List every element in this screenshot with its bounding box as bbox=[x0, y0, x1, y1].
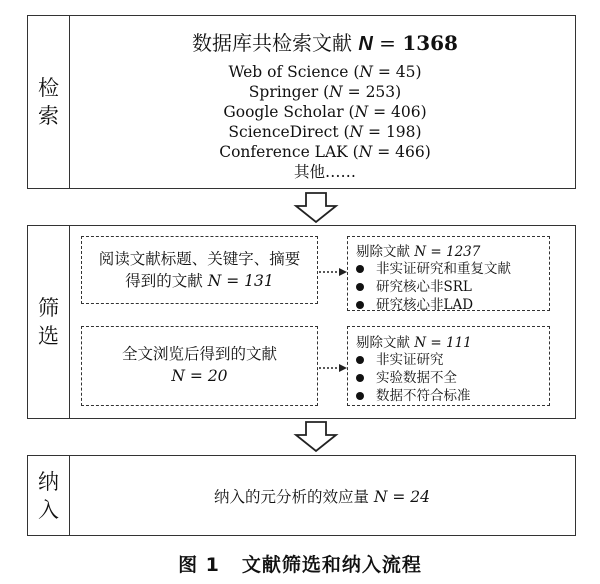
include-label-char-2: 入 bbox=[38, 497, 59, 522]
source-n: N bbox=[359, 63, 373, 81]
bullet-icon bbox=[356, 283, 364, 291]
source-n: N bbox=[358, 143, 373, 161]
search-total-eq: = bbox=[372, 31, 403, 55]
search-label-char-2: 索 bbox=[38, 104, 59, 128]
screen-step2-n: N bbox=[171, 367, 185, 385]
screen-step1-line2 bbox=[82, 270, 317, 292]
search-label-char-1: 检 bbox=[38, 76, 59, 100]
figure-number: 图 1 bbox=[178, 554, 220, 576]
figure-title: 文献筛选和纳入流程 bbox=[241, 554, 422, 576]
exclusion2-item bbox=[356, 387, 549, 405]
exclusion2-item bbox=[356, 351, 549, 369]
screen-step2-line1: 全文浏览后得到的文献 bbox=[121, 345, 277, 363]
search-total bbox=[80, 27, 570, 56]
bullet-icon bbox=[356, 356, 364, 364]
screen-step1-line1: 阅读文献标题、关键字、摘要 bbox=[98, 250, 301, 268]
source-value: = 198) bbox=[363, 123, 422, 141]
dotted-arrow-1-icon bbox=[318, 266, 348, 278]
exclusion1-title bbox=[356, 240, 549, 260]
source-value: = 466) bbox=[372, 143, 431, 161]
exclusion2-title bbox=[356, 331, 549, 351]
screen-stage-label bbox=[28, 226, 70, 418]
exclusion1-n: N bbox=[414, 244, 427, 260]
dotted-arrow-2-icon bbox=[318, 362, 348, 374]
exclusion2-prefix: 剔除文献 bbox=[356, 335, 415, 351]
search-total-n: N bbox=[358, 33, 373, 55]
screen-step1-n: N bbox=[207, 272, 222, 290]
exclusion1-item bbox=[356, 278, 549, 296]
include-n: N bbox=[373, 488, 388, 506]
screen-step1-value: = 131 bbox=[221, 272, 274, 290]
source-google-scholar: Google Scholar (N = 406) bbox=[223, 103, 427, 121]
source-n: N bbox=[354, 103, 369, 121]
source-name: Web of Science bbox=[228, 63, 349, 81]
exclusion2-n: N bbox=[414, 335, 427, 351]
source-name: Conference LAK bbox=[219, 143, 348, 161]
exclusion2-item-text: 数据不符合标准 bbox=[376, 388, 471, 404]
screen-label-char-2: 选 bbox=[38, 324, 59, 348]
exclusion1-item bbox=[356, 296, 549, 314]
source-name: ScienceDirect bbox=[228, 123, 339, 141]
exclusion2-list bbox=[356, 351, 549, 405]
exclusion2-item bbox=[356, 369, 549, 387]
source-n: N bbox=[329, 83, 343, 101]
exclusion2-box bbox=[347, 326, 550, 406]
source-springer: Springer (N = 253) bbox=[248, 83, 402, 101]
exclusion2-item-text: 非实证研究 bbox=[376, 352, 444, 368]
screen-label-char-1: 筛 bbox=[38, 296, 59, 320]
bullet-icon bbox=[356, 374, 364, 382]
source-value: = 406) bbox=[368, 103, 427, 121]
exclusion1-item-text: 研究核心非LAD bbox=[376, 297, 474, 313]
exclusion1-value: = 1237 bbox=[426, 244, 481, 260]
include-text bbox=[72, 485, 572, 507]
exclusion2-item-text: 实验数据不全 bbox=[376, 370, 457, 386]
exclusion1-item bbox=[356, 260, 549, 278]
down-arrow-2-icon bbox=[294, 421, 338, 453]
source-name: Google Scholar bbox=[223, 103, 344, 121]
source-name: Springer bbox=[248, 83, 319, 101]
search-stage-label bbox=[28, 16, 70, 188]
exclusion1-list bbox=[356, 260, 549, 314]
screen-step2-box bbox=[81, 326, 318, 406]
source-sciencedirect: ScienceDirect (N = 198) bbox=[228, 123, 422, 141]
exclusion1-box bbox=[347, 236, 550, 311]
bullet-icon bbox=[356, 301, 364, 309]
screen-step2-text bbox=[82, 327, 317, 387]
screen-step2-line2 bbox=[82, 365, 317, 387]
include-value: = 24 bbox=[387, 488, 431, 506]
source-other: 其他…… bbox=[293, 163, 356, 181]
exclusion1-item-text: 研究核心非SRL bbox=[376, 279, 472, 295]
exclusion2-value: = 111 bbox=[426, 335, 472, 351]
include-prefix: 纳入的元分析的效应量 bbox=[213, 488, 374, 506]
search-total-prefix: 数据库共检索文献 bbox=[192, 31, 353, 55]
source-n: N bbox=[349, 123, 364, 141]
include-stage-label bbox=[28, 456, 70, 535]
screen-step2-value: = 20 bbox=[184, 367, 228, 385]
source-conference-lak: Conference LAK (N = 466) bbox=[219, 143, 431, 161]
source-value: = 45) bbox=[372, 63, 422, 81]
down-arrow-1-icon bbox=[294, 192, 338, 224]
include-label-char-1: 纳 bbox=[38, 469, 59, 494]
search-sources bbox=[80, 62, 570, 182]
source-value: = 253) bbox=[342, 83, 402, 101]
source-web-of-science: Web of Science (N = 45) bbox=[228, 63, 422, 81]
search-total-value: 1368 bbox=[402, 31, 458, 55]
bullet-icon bbox=[356, 265, 364, 273]
bullet-icon bbox=[356, 392, 364, 400]
exclusion1-item-text: 非实证研究和重复文献 bbox=[376, 261, 511, 277]
screen-step1-prefix: 得到的文献 bbox=[125, 272, 208, 290]
figure-caption bbox=[0, 550, 600, 577]
exclusion1-prefix: 剔除文献 bbox=[356, 244, 415, 260]
screen-step1-box bbox=[81, 236, 318, 304]
screen-step1-text bbox=[82, 237, 317, 292]
